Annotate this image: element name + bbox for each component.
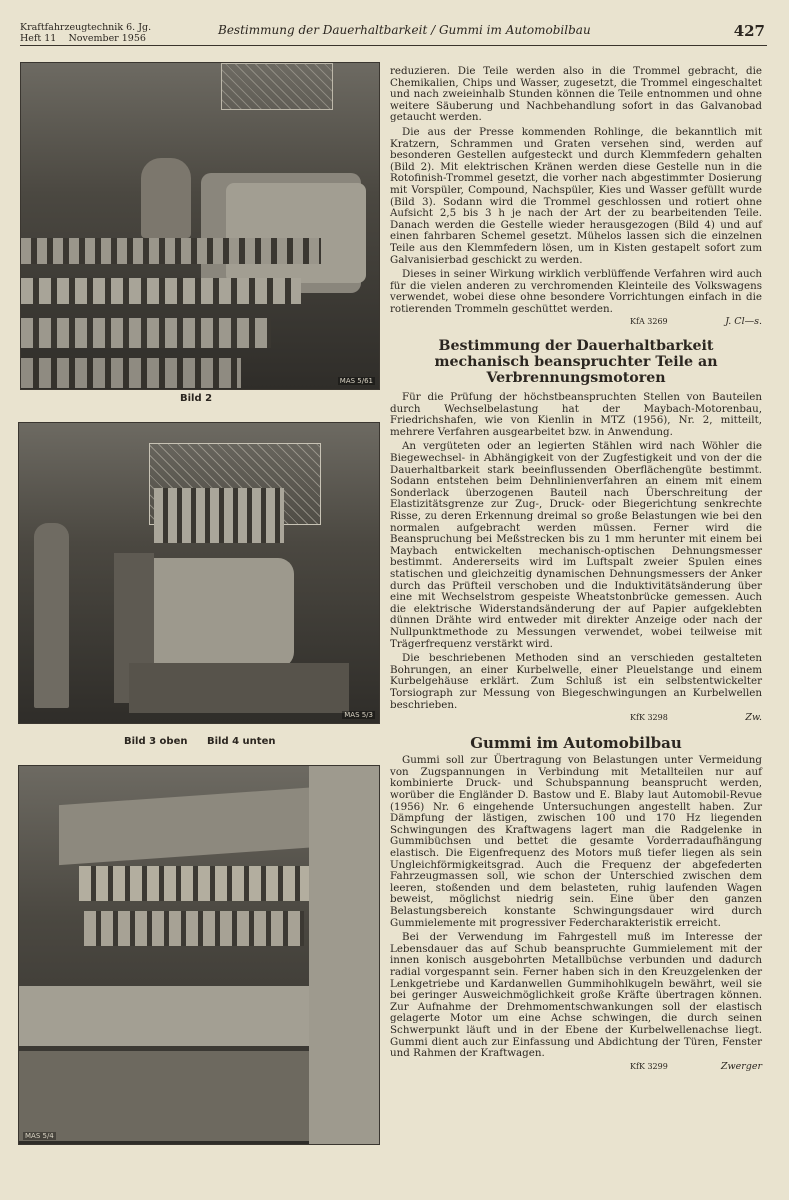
text-column bbox=[390, 66, 762, 1078]
article2-ref: KfK 3298 bbox=[630, 713, 668, 723]
article1-paragraph: Die aus der Presse kommenden Rohlinge, die bekanntlich mit Kratzern, Schrammen und Graten versehen sind, werden auf besonderen Gestellen aufgesteckt und durch Klemmfedern gehalten (Bild 2). Mit elektrischen Kränen werden diese Gestelle nun in die Rotofinish-Trommel gesetzt, die vorher nach abgestimmter Dosierung mit Vorspüler, Compound, Nachspüler, Kies und Wasser gefüllt wurde (Bild 3). Sodann wird die Trommel geschlossen und rotiert ohne Aufsicht 2,5 bis 3 h je nach der Art der zu bearbeitenden Teile. Danach werden die Gestelle wieder herausgezogen (Bild 4) und auf einen fahrbaren Schemel gesetzt. Mühelos lassen sich die einzelnen Teile aus den Klemmfedern lösen, um in Kisten gestapelt sofort zum Galvanisierbad geschickt zu werden. bbox=[390, 125, 762, 266]
journal-name: Kraftfahrzeugtechnik 6. Jg. bbox=[20, 22, 152, 33]
photo-bild-3 bbox=[18, 422, 380, 724]
article3-ref: KfK 3299 bbox=[630, 1061, 668, 1071]
article1-signature bbox=[390, 316, 762, 328]
article3-title: Gummi im Automobilbau bbox=[470, 733, 682, 752]
caption-bild-4-unten: Bild 4 unten bbox=[207, 736, 276, 747]
caption-bild-2: Bild 2 bbox=[180, 393, 213, 404]
article2-paragraph: Die beschriebenen Methoden sind an verschieden gestalteten Bohrungen, an einer Kurbelwelle, einer Pleuelstange und einem Kurbelgehäuse erklärt. Zum Schluß ist ein selbstentwickelter Torsiograph zur Messung von Biegeschwingungen an Kurbelwellen beschrieben. bbox=[390, 652, 762, 711]
header-rule bbox=[20, 45, 767, 46]
article2-paragraph: Für die Prüfung der höchstbeanspruchten Stellen von Bauteilen durch Wechselbelastung hat der Maybach-Motorenbau, Friedrichshafen, wie von Kienlin in MTZ (1956), Nr. 2, mitteilt, mehrere Verfahren ausgearbeitet bzw. in Anwendung. bbox=[390, 391, 762, 438]
article3-paragraph: Gummi soll zur Übertragung von Belastungen unter Vermeidung von Zugspannungen in Verbindung mit Metallteilen nur auf kombinierte Druck- und Schubspannung beansprucht werden, worüber die Engländer D. Bastow und E. Blaby laut Automobil-Revue (1956) Nr. 6 eingehende Untersuchungen angestellt haben. Zur Dämpfung der lästigen, zwischen 100 und 170 Hz liegenden Schwingungen des Kraftwagens lagert man die Radgelenke in Gummibüchsen und bettet die gesamte Vorderradaufhängung elastisch. Die Eigenfrequenz des Motors muß tiefer liegen als sein Ungleichförmigkeitsgrad. Auch die Frequenz der abgefederten Fahrzeugmassen soll, wie schon der Unterschied zwischen dem leeren, stoßenden und dem belasteten, ruhig laufenden Wagen beweist, möglichst niedrig sein. Eine über den ganzen Belastungsbereich konstante Schwingungsdauer wird durch Gummielemente mit progressiver Federcharakteristik erreicht. bbox=[390, 754, 762, 929]
photo-stamp: MAS 5/3 bbox=[344, 711, 373, 719]
photo-stamp: MAS 5/61 bbox=[339, 377, 373, 385]
running-title: Bestimmung der Dauerhaltbarkeit / Gummi im Automobilbau bbox=[218, 23, 591, 37]
article1-ref: KfA 3269 bbox=[630, 317, 668, 327]
photo-bild-4 bbox=[18, 765, 380, 1145]
article1-paragraph: Dieses in seiner Wirkung wirklich verblüffende Verfahren wird auch für die vielen anderen zu verchromenden Kleinteile des Volkswagens verwendet, wobei diese ohne besondere Vorrichtungen einfach in die rotierenden Trommeln geschüttet werden. bbox=[390, 268, 762, 315]
article3-author: Zwerger bbox=[720, 1060, 762, 1072]
article1-author: J. Cl—s. bbox=[725, 316, 762, 328]
article2-author: Zw. bbox=[745, 712, 762, 724]
article2-title: Bestimmung der Dauerhaltbarkeit mechanisch beanspruchter Teile an Verbrennungsmotoren bbox=[434, 338, 718, 387]
header-journal-info bbox=[20, 22, 151, 44]
article1-paragraph: reduzieren. Die Teile werden also in die Trommel gebracht, die Chemikalien, Chips und Wasser, zugesetzt, die Trommel eingeschaltet und nach zweieinhalb Stunden können die Teile entnommen und ohne weitere Säuberung und Nachbehandlung sofort in das Galvanobad getaucht werden. bbox=[390, 65, 762, 124]
photo-stamp: MAS 5/4 bbox=[25, 1132, 54, 1140]
article2-signature bbox=[390, 712, 762, 724]
caption-bild-3-oben: Bild 3 oben bbox=[124, 736, 188, 747]
page-number: 427 bbox=[733, 22, 765, 40]
article3-signature bbox=[390, 1061, 762, 1073]
article2-paragraph: An vergüteten oder an legierten Stählen wird nach Wöhler die Biegewechsel- in Abhängigkeit von der Zugfestigkeit und von der die Dauerhaltbarkeit stark beeinflussenden Oberflächengüte bestimmt. Sodann entstehen beim Dehnlinienverfahren an einem mit einem Sonderlack überzogenen Bauteil nach Überschreitung der Elastizitätsgrenze zur Zug-, Druck- oder Biegerichtung senkrechte Risse, zu deren Erkennung dreimal so große Belastungen wie bei den normalen aufgebracht werden müssen. Ferner wird die Beanspruchung bei Meßstrecken bis zu 1 mm herunter mit einem bei Maybach entwickelten mechanisch-optischen Dehnungsmesser bestimmt. Andererseits wird im Luftspalt zweier Spulen eines statischen und gleichzeitig dynamischen Dehnungsmessers der Anker durch das Prüfteil verschoben und die Induktivitätsänderung über eine mit Wechselstrom gespeiste Wheatstonbrücke gemessen. Auch die elektrische Widerstandsänderung der auf Papier aufgeklebten dünnen Drähte wird entweder mit direkter Anzeige oder nach der Nullpunktmethode zu Messungen verwendet, wobei teilweise mit Trägerfrequenz verstärkt wird. bbox=[390, 440, 762, 650]
issue-number: Heft 11 bbox=[20, 33, 57, 44]
photo-bild-2 bbox=[20, 62, 380, 390]
issue-date: November 1956 bbox=[68, 33, 146, 44]
article3-paragraph: Bei der Verwendung im Fahrgestell muß im Interesse der Lebensdauer das auf Schub beanspruchte Gummielement mit der innen konisch ausgebohrten Metallbüchse verbunden und dadurch radial vorgespannt sein. Ferner haben sich in den Kreuzgelenken der Lenkgetriebe und Kardanwellen Gummihohlkugeln bewährt, weil sie bei geringer Ausweichmöglichkeit große Kräfte übertragen können. Zur Aufnahme der Drehmomentschwankungen soll der elastisch gelagerte Motor um eine Achse schwingen, die durch seinen Schwerpunkt läuft und in der Ebene der Kurbelwellenachse liegt. Gummi dient auch zur Einfassung und Abdichtung der Türen, Fenster und Rahmen der Kraftwagen. bbox=[390, 931, 762, 1060]
